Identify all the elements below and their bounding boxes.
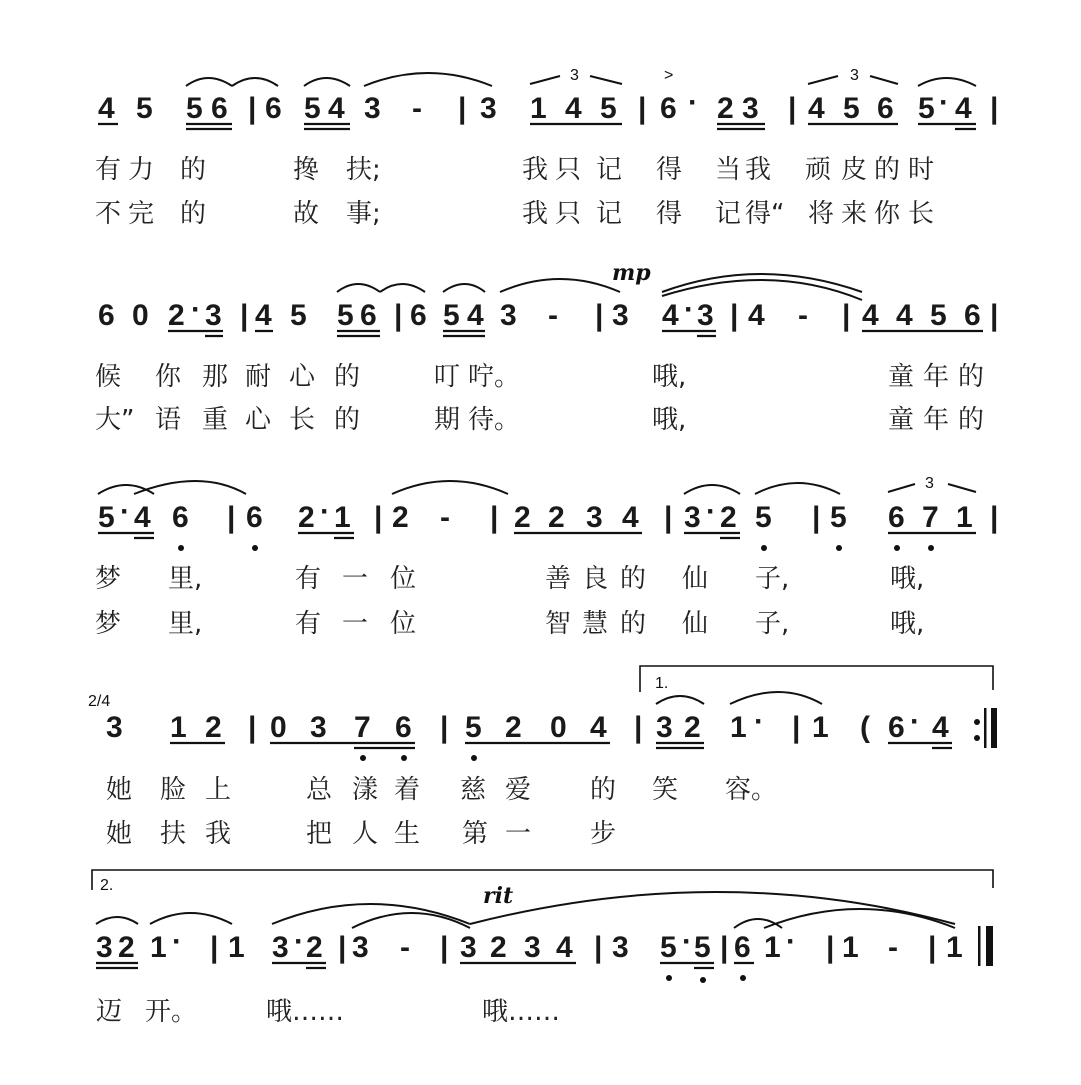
note: 6 [211, 92, 228, 125]
barline: | [990, 92, 999, 125]
note: 5 [290, 299, 307, 332]
slurs [337, 274, 862, 300]
note: 5 [186, 92, 203, 125]
dash: - [412, 92, 422, 125]
lyric: 的 [334, 362, 361, 392]
note: 0 [270, 711, 287, 744]
lyric: 扶 [160, 819, 187, 849]
score-row-5 [92, 870, 993, 1027]
dash: - [440, 501, 450, 534]
lyric: 力 [128, 155, 155, 185]
barline: | [990, 299, 999, 332]
lyric: 哦, [652, 405, 687, 435]
barline: | [928, 931, 937, 964]
note: 6 [964, 299, 981, 332]
lyric: 故 [293, 199, 320, 229]
note: 5 [600, 92, 617, 125]
dynamic-mark: mp [612, 260, 651, 286]
lyric: 慈 [460, 775, 487, 805]
volta-label: 2. [100, 877, 114, 894]
dot: · [120, 495, 130, 528]
barline: | [490, 501, 499, 534]
note: 4 [255, 299, 272, 332]
barline: | [730, 299, 739, 332]
barline: | [812, 501, 821, 534]
slurs [656, 692, 822, 704]
barline: | [248, 92, 257, 125]
octave-dots [666, 975, 746, 983]
repeat-end-barline [974, 708, 997, 748]
lyric: 的 [334, 405, 361, 435]
note: 6 [888, 711, 905, 744]
note: 6 [395, 711, 412, 744]
lyric: 她 [106, 775, 133, 805]
dot: · [688, 86, 698, 119]
barline: | [595, 299, 604, 332]
dash: - [798, 299, 808, 332]
note: 4 [590, 711, 607, 744]
score-row-3 [95, 475, 998, 639]
lyric: 只 [555, 155, 582, 185]
dot: · [172, 925, 182, 958]
note: 3 [205, 299, 222, 332]
lyric: 她 [106, 819, 133, 849]
note: 5 [443, 299, 460, 332]
lyric: 的 [180, 199, 207, 229]
lyric: 子, [755, 564, 790, 594]
note: 4 [955, 92, 972, 125]
dash: - [888, 931, 898, 964]
dot: · [191, 293, 201, 326]
note: 6 [265, 92, 282, 125]
barline: | [440, 711, 449, 744]
dash: - [400, 931, 410, 964]
lyric: 位 [390, 564, 417, 594]
lyric: 我 [205, 819, 232, 849]
lyric: 着 [394, 775, 421, 805]
lyrics-verse-2 [95, 609, 924, 639]
note: 4 [565, 92, 582, 125]
lyric: 有 [95, 155, 122, 185]
note: 7 [922, 501, 939, 534]
lyric: 我 [522, 155, 549, 185]
note: 3 [612, 299, 629, 332]
lyrics-verse-1 [106, 775, 777, 805]
note: 1 [956, 501, 973, 534]
note: 6 [888, 501, 905, 534]
note: 5 [98, 501, 115, 534]
volta-label: 1. [655, 675, 669, 692]
slurs [98, 481, 976, 494]
barline: | [792, 711, 801, 744]
note: 2 [548, 501, 565, 534]
note: 4 [808, 92, 825, 125]
lyric: 不 [95, 199, 122, 229]
note: 5 [918, 92, 935, 125]
lyric: 智 [545, 609, 572, 639]
note: 2 [720, 501, 737, 534]
lyric: 梦 [95, 609, 122, 639]
dot: · [682, 925, 692, 958]
paren: ( [860, 711, 870, 744]
lyric: 重 [202, 405, 229, 435]
note: 5 [465, 711, 482, 744]
note: 5 [930, 299, 947, 332]
lyric: 善 [545, 564, 572, 594]
barline: | [440, 931, 449, 964]
lyrics-verse-2 [106, 819, 616, 849]
lyric: 叮 [434, 362, 461, 392]
barline: | [248, 711, 257, 744]
lyric: 哦…… [482, 997, 561, 1027]
lyric: 人 [352, 819, 379, 849]
dot: · [910, 705, 920, 738]
lyric: 当 [715, 155, 742, 185]
note: 4 [556, 931, 573, 964]
beams [96, 963, 754, 968]
lyrics-verse-1 [95, 564, 924, 594]
note: 3 [480, 92, 497, 125]
lyric: 那 [202, 362, 229, 392]
lyric: 步 [590, 819, 617, 849]
note: 3 [684, 501, 701, 534]
note: 3 [96, 931, 113, 964]
lyric: 大” [95, 405, 135, 435]
lyric: 记 [596, 199, 623, 229]
note: 0 [132, 299, 149, 332]
lyric: 心 [289, 362, 316, 392]
note: 3 [272, 931, 289, 964]
lyrics-verse-2 [95, 405, 984, 435]
dot: · [294, 925, 304, 958]
barline: | [394, 299, 403, 332]
dot: · [320, 495, 330, 528]
octave-dots [178, 545, 934, 551]
note: 0 [550, 711, 567, 744]
beams [170, 743, 952, 748]
triplet-mark: 3 [570, 67, 579, 84]
lyric: 你 [155, 362, 182, 392]
note: 2 [514, 501, 531, 534]
lyric: 我 [745, 155, 772, 185]
lyric: 只 [555, 199, 582, 229]
lyric: 年 [923, 405, 950, 435]
lyric: 得 [656, 155, 683, 185]
note: 1 [170, 711, 187, 744]
note: 3 [612, 931, 629, 964]
note: 5 [337, 299, 354, 332]
lyric: 第 [462, 819, 489, 849]
note: 4 [98, 92, 115, 125]
notes [98, 495, 998, 534]
tempo-mark: rit [483, 883, 514, 909]
triplet-mark: 3 [850, 67, 859, 84]
lyrics-verse-1 [95, 155, 934, 185]
note: 5 [830, 501, 847, 534]
lyric: 的 [874, 155, 901, 185]
lyrics-verse-1 [95, 362, 984, 392]
score-row-4 [88, 666, 997, 849]
lyric: 扶; [346, 155, 381, 185]
note: 2 [298, 501, 315, 534]
note: 6 [360, 299, 377, 332]
notes [106, 705, 949, 744]
lyric: 语 [155, 405, 182, 435]
lyric: 的 [958, 362, 985, 392]
volta-bracket [640, 666, 993, 692]
lyrics-verse-2 [95, 199, 934, 229]
lyric: 的 [590, 775, 617, 805]
note: 6 [660, 92, 677, 125]
note: 4 [622, 501, 639, 534]
barline: | [374, 501, 383, 534]
lyric: 皮 [841, 155, 868, 185]
note: 6 [98, 299, 115, 332]
lyric: 童 [888, 405, 915, 435]
note: 6 [410, 299, 427, 332]
note: 6 [172, 501, 189, 534]
barline: | [634, 711, 643, 744]
barline: | [788, 92, 797, 125]
lyric: 时 [908, 155, 935, 185]
lyric: 仙 [682, 564, 709, 594]
lyric: 容。 [725, 775, 778, 805]
note: 4 [748, 299, 765, 332]
dot: · [706, 495, 716, 528]
barline: | [458, 92, 467, 125]
note: 3 [586, 501, 603, 534]
lyric: 脸 [160, 775, 187, 805]
note: 5 [660, 931, 677, 964]
score-row-2 [95, 260, 998, 435]
dot: · [786, 925, 796, 958]
lyric: 待。 [468, 405, 521, 435]
note: 1 [530, 92, 547, 125]
lyric: 总 [306, 775, 333, 805]
lyric: 笑 [652, 775, 679, 805]
lyric: 的 [620, 564, 647, 594]
lyric: 咛。 [468, 362, 521, 392]
lyric: 良 [582, 564, 609, 594]
lyric: 的 [620, 609, 647, 639]
note: 1 [842, 931, 859, 964]
lyric: 哦, [890, 609, 925, 639]
lyric: 长 [908, 199, 935, 229]
lyric: 的 [180, 155, 207, 185]
note: 4 [896, 299, 913, 332]
barline: | [210, 931, 219, 964]
lyric: 耐 [245, 362, 272, 392]
lyric: 里, [168, 564, 203, 594]
lyric: 上 [205, 775, 232, 805]
lyric: 候 [95, 362, 122, 392]
dash: - [548, 299, 558, 332]
note: 3 [106, 711, 123, 744]
note: 1 [730, 711, 747, 744]
lyric: 得 [656, 199, 683, 229]
notes [96, 925, 963, 964]
lyric: 迈 [96, 997, 123, 1027]
score-row-1 [95, 67, 998, 229]
note: 5 [136, 92, 153, 125]
note: 6 [246, 501, 263, 534]
barline: | [842, 299, 851, 332]
lyric: 哦…… [266, 997, 345, 1027]
lyric: 梦 [95, 564, 122, 594]
final-barline [978, 926, 993, 966]
barline: | [720, 931, 729, 964]
note: 4 [134, 501, 151, 534]
lyric: 漾 [352, 775, 379, 805]
lyric: 开。 [145, 997, 198, 1027]
note: 3 [742, 92, 759, 125]
note: 3 [352, 931, 369, 964]
note: 2 [168, 299, 185, 332]
note: 2 [684, 711, 701, 744]
time-signature: 2/4 [88, 693, 111, 710]
lyric: 的 [958, 405, 985, 435]
note: 2 [392, 501, 409, 534]
note: 3 [524, 931, 541, 964]
volta-bracket [92, 870, 993, 890]
note: 1 [334, 501, 351, 534]
note: 2 [717, 92, 734, 125]
note: 2 [490, 931, 507, 964]
lyric: 得“ [745, 199, 785, 229]
lyric: 顽 [805, 155, 832, 185]
lyrics-verse-1 [96, 997, 560, 1027]
octave-dots [360, 755, 477, 761]
lyric: 记 [596, 155, 623, 185]
note: 4 [862, 299, 879, 332]
note: 6 [734, 931, 751, 964]
note: 4 [932, 711, 949, 744]
lyric: 位 [390, 609, 417, 639]
notes [98, 86, 998, 125]
dot: · [939, 86, 949, 119]
beams [98, 124, 976, 129]
lyric: 里, [168, 609, 203, 639]
note: 2 [505, 711, 522, 744]
note: 2 [118, 931, 135, 964]
note: 7 [354, 711, 371, 744]
lyric: 年 [923, 362, 950, 392]
note: 1 [946, 931, 963, 964]
lyric: 完 [128, 199, 155, 229]
lyric: 一 [505, 819, 532, 849]
note: 5 [694, 931, 711, 964]
note: 3 [500, 299, 517, 332]
accent-mark: > [664, 67, 674, 84]
lyric: 你 [874, 199, 901, 229]
note: 1 [150, 931, 167, 964]
lyric: 有 [295, 609, 322, 639]
note: 2 [306, 931, 323, 964]
note: 4 [467, 299, 484, 332]
note: 5 [843, 92, 860, 125]
barline: | [664, 501, 673, 534]
lyric: 子, [755, 609, 790, 639]
note: 5 [304, 92, 321, 125]
barline: | [594, 931, 603, 964]
note: 4 [328, 92, 345, 125]
lyric: 来 [841, 199, 868, 229]
lyric: 哦, [652, 362, 687, 392]
note: 6 [877, 92, 894, 125]
barline: | [240, 299, 249, 332]
lyric: 搀 [293, 155, 320, 185]
note: 3 [656, 711, 673, 744]
note: 1 [228, 931, 245, 964]
lyric: 有 [295, 564, 322, 594]
lyric: 记 [715, 199, 742, 229]
lyric: 童 [888, 362, 915, 392]
note: 3 [460, 931, 477, 964]
barline: | [227, 501, 236, 534]
triplet-mark: 3 [925, 475, 934, 492]
lyric: 心 [245, 405, 272, 435]
note: 3 [310, 711, 327, 744]
dot: · [684, 293, 694, 326]
lyric: 把 [306, 819, 333, 849]
lyric: 哦, [890, 564, 925, 594]
note: 5 [755, 501, 772, 534]
lyric: 慧 [582, 609, 609, 639]
note: 3 [364, 92, 381, 125]
lyric: 长 [289, 405, 316, 435]
lyric: 仙 [682, 609, 709, 639]
note: 4 [662, 299, 679, 332]
barline: | [338, 931, 347, 964]
lyric: 我 [522, 199, 549, 229]
note: 1 [764, 931, 781, 964]
lyric: 爱 [505, 775, 532, 805]
lyric: 将 [808, 199, 835, 229]
lyric: 生 [394, 819, 421, 849]
barline: | [990, 501, 999, 534]
note: 2 [205, 711, 222, 744]
barline: | [638, 92, 647, 125]
lyric: 事; [346, 199, 381, 229]
lyric: 期 [434, 405, 461, 435]
lyric: 一 [342, 564, 369, 594]
slurs [96, 892, 955, 928]
notes [98, 293, 998, 332]
barline: | [826, 931, 835, 964]
dot: · [754, 705, 764, 738]
lyric: 一 [342, 609, 369, 639]
note: 3 [697, 299, 714, 332]
note: 1 [812, 711, 829, 744]
